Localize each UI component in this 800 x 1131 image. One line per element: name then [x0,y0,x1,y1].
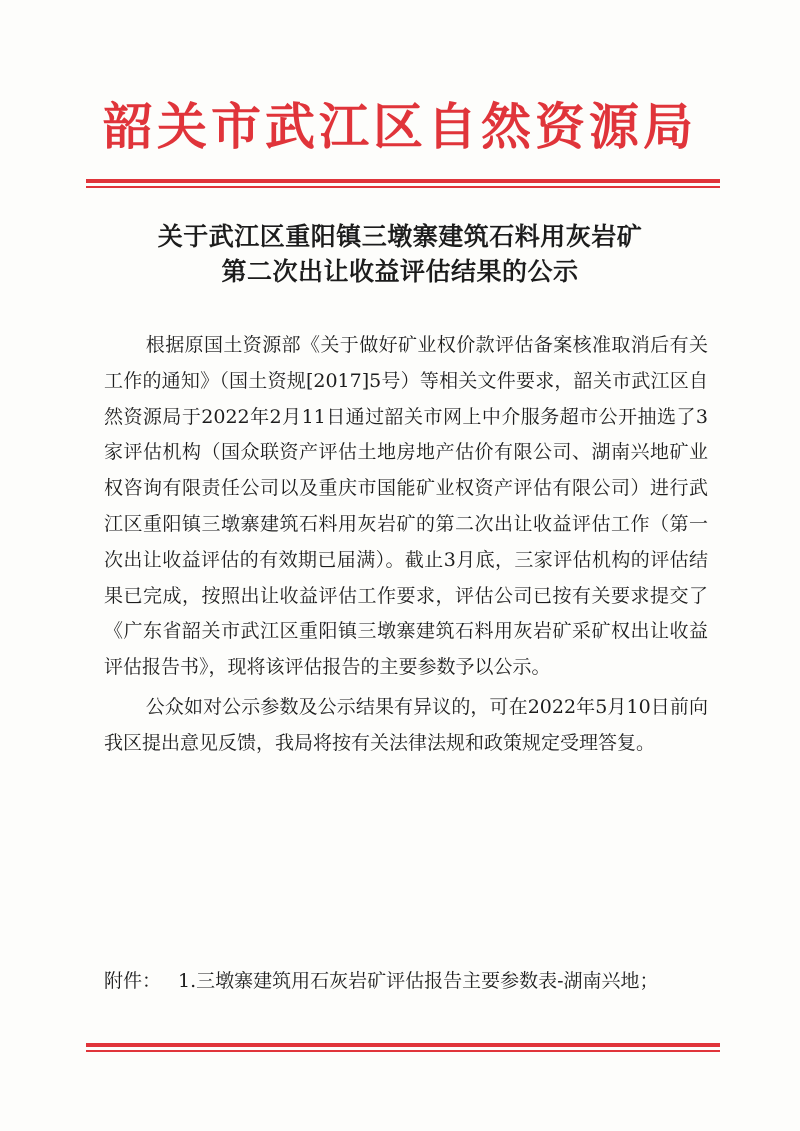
body-paragraph-1: 根据原国土资源部《关于做好矿业权价款评估备案核准取消后有关工作的通知》（国土资规[2017]5号）等相关文件要求，韶关市武江区自然资源局于2022年2月11日通过韶关市网上中介服务超市公开抽选了3家评估机构（国众联资产评估土地房地产估价有限公司、湖南兴地矿业权咨询有限责任公司以及重庆市国能矿业权资产评估有限公司）进行武江区重阳镇三墩寨建筑石料用灰岩矿的第二次出让收益评估工作（第一次出让收益评估的有效期已届满）。截止3月底，三家评估机构的评估结果已完成，按照出让收益评估工作要求，评估公司已按有关要求提交了《广东省韶关市武江区重阳镇三墩寨建筑石料用灰岩矿采矿权出让收益评估报告书》，现将该评估报告的主要参数予以公示。 [104,334,708,679]
footer-divider-thin-line [86,1050,720,1052]
issuer-header-title: 韶关市武江区自然资源局 [103,97,697,156]
body-paragraph-2: 公众如对公示参数及公示结果有异议的，可在2022年5月10日前向我区提出意见反馈，我局将按有关法律法规和政策规定受理答复。 [104,695,708,754]
attachment-label: 附件： [104,970,162,992]
document-title-line-2: 第二次出让收益评估结果的公示 [221,257,579,286]
attachment-item: 1.三墩寨建筑用石灰岩矿评估报告主要参数表-湖南兴地； [178,970,659,992]
footer-divider-thick-line [86,1043,720,1047]
document-title-line-1: 关于武江区重阳镇三墩寨建筑石料用灰岩矿 [157,222,643,251]
footer-divider [86,1043,720,1052]
header-divider [86,179,720,188]
document-body [104,328,708,766]
header-divider-thin-line [86,186,720,188]
header-divider-thick-line [86,179,720,183]
document-title [0,219,800,289]
attachment-line [104,966,708,996]
